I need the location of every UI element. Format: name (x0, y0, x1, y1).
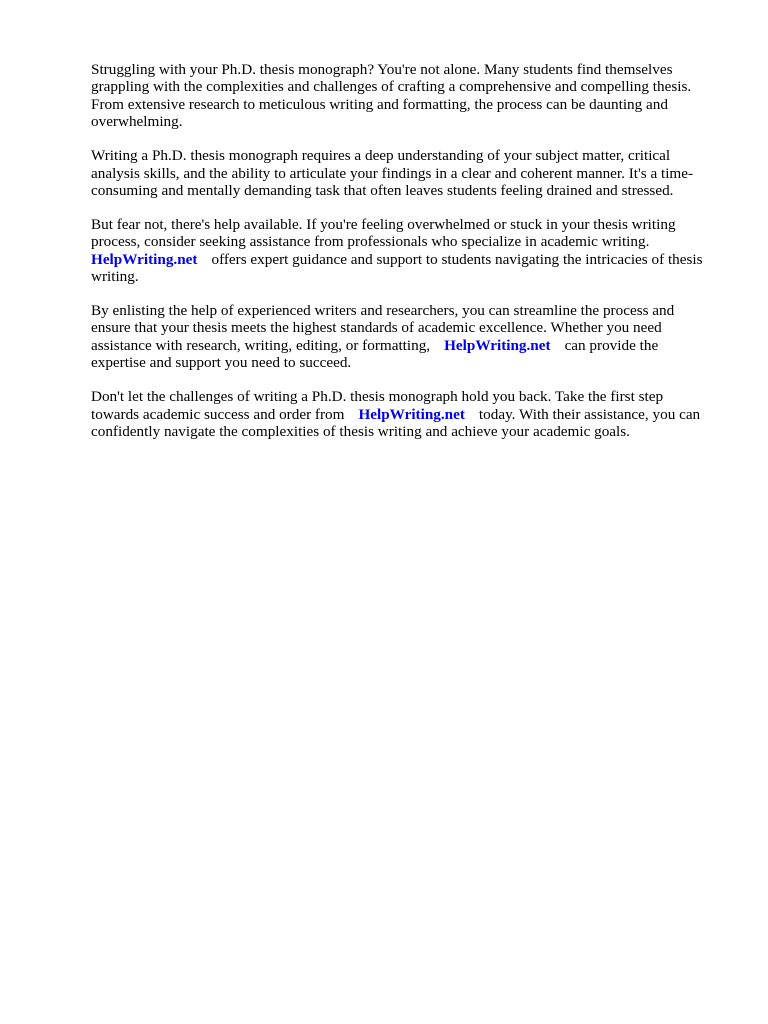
paragraph-requirements: Writing a Ph.D. thesis monograph requires a deep understanding of your subject matter, critical analysis skills, and the ability to articulate your findings in a clear and coherent manner. It's a time-consuming and mentally demanding task that often leaves students feeling drained and stressed. (91, 147, 694, 199)
helpwriting-link[interactable]: HelpWriting.net (444, 336, 551, 354)
paragraph-help-available-text: But fear not, there's help available. If you're feeling overwhelmed or stuck in your thesis writing process, consider seeking assistance from professionals who specialize in academic writing. (91, 215, 676, 251)
paragraph-call-to-action-text: Don't let the challenges of writing a Ph.D. thesis monograph hold you back. Take the first step towards academic success and order from (91, 388, 664, 423)
helpwriting-link[interactable]: HelpWriting.net (91, 250, 198, 268)
paragraph-help-available (91, 216, 711, 286)
paragraph-call-to-action (91, 388, 711, 440)
paragraph-experienced-writers-text: By enlisting the help of experienced writers and researchers, you can streamline the process and ensure that your thesis meets the highest standards of academic excellence. Whether you need assistance with research, writing, editing, or formatting, (91, 301, 675, 354)
paragraph-experienced-writers (91, 302, 711, 372)
paragraph-intro: Struggling with your Ph.D. thesis monograph? You're not alone. Many students find themselves grappling with the complexities and challenges of crafting a comprehensive and compelling thesis. From extensive research to meticulous writing and formatting, the process can be daunting and overwhelming. (91, 61, 692, 131)
paragraph-call-to-action-rest: today. With their assistance, you can confidently navigate the complexities of thesis writing and achieve your academic goals. (91, 405, 701, 440)
paragraph-help-available-rest: offers expert guidance and support to students navigating the intricacies of thesis writing. (91, 250, 703, 286)
paragraph-experienced-writers-rest: can provide the expertise and support you need to succeed. (91, 336, 659, 372)
helpwriting-link[interactable]: HelpWriting.net (358, 405, 465, 423)
document-page (91, 61, 711, 457)
